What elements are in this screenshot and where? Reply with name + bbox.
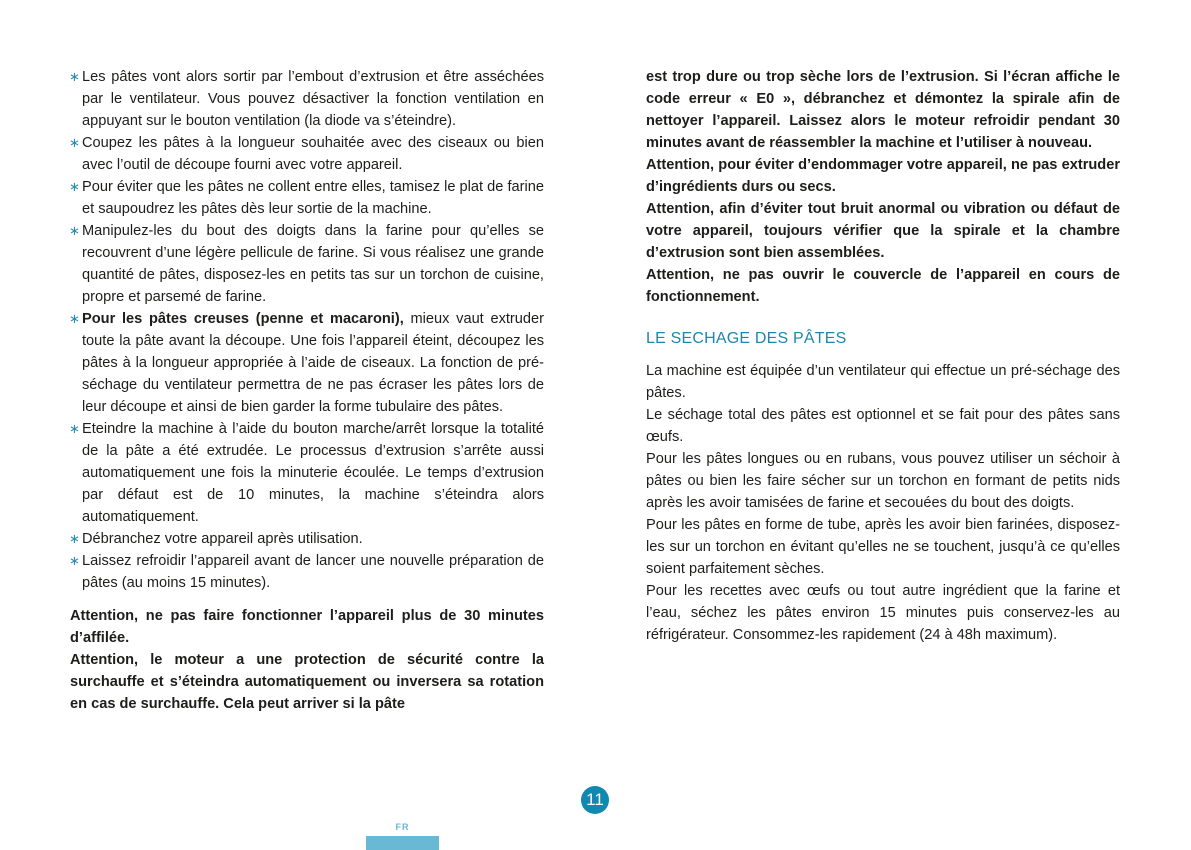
list-item-lead: Pour les pâtes creuses (penne et macaroni), — [82, 311, 404, 327]
language-label: FR — [395, 822, 410, 832]
list-item-text: Coupez les pâtes à la longueur souhaitée avec des ciseaux ou bien avec l’outil de découpe fourni avec votre appareil. — [82, 135, 544, 173]
list-item — [70, 66, 544, 132]
list-item-text: Eteindre la machine à l’aide du bouton marche/arrêt lorsque la totalité de la pâte a été extrudée. Le processus d’extrusion s’arrête aussi automatiquement une fois la minuterie écoulée. Le temps d’extrusion par défaut est de 10 minutes, la machine s’éteindra alors automatiquement. — [82, 421, 544, 525]
list-item — [70, 132, 544, 176]
list-item-text: Les pâtes vont alors sortir par l’embout d’extrusion et être asséchées par le ventilateur. Vous pouvez désactiver la fonction ventilation en appuyant sur le bouton ventilation (la diode va s’éteindre). — [82, 69, 544, 129]
list-item — [70, 418, 544, 528]
asterisk-bullet-icon: ∗ — [69, 223, 80, 238]
warning-text: est trop dure ou trop sèche lors de l’extrusion. Si l’écran affiche le code erreur « E0 », débranchez et démontez la spirale afin de nettoyer l’appareil. Laissez alors le moteur refroidir pendant 30 minutes avant de réassembler la machine et l’utiliser à nouveau. — [646, 69, 1120, 151]
section-title: LE SECHAGE DES PÂTES — [646, 330, 847, 347]
paragraph: La machine est équipée d’un ventilateur qui effectue un pré-séchage des pâtes. — [646, 363, 1120, 401]
warning-text: Attention, ne pas faire fonctionner l’appareil plus de 30 minutes d’affilée. — [70, 608, 544, 646]
paragraph: Pour les pâtes longues ou en rubans, vous pouvez utiliser un séchoir à pâtes ou bien les faire sécher sur un torchon en formant de petits nids après les avoir tamisées de farine et secouées du bout des doigts. — [646, 451, 1120, 511]
paragraph: Pour les recettes avec œufs ou tout autre ingrédient que la farine et l’eau, séchez les pâtes environ 15 minutes puis conservez-les au réfrigérateur. Consommez-les rapidement (24 à 48h maximum). — [646, 583, 1120, 643]
asterisk-bullet-icon: ∗ — [69, 135, 80, 150]
paragraph: Pour les pâtes en forme de tube, après les avoir bien farinées, disposez-les sur un torchon en évitant qu’elles ne se touchent, jusqu’à ce qu’elles soient parfaitement sèches. — [646, 517, 1120, 577]
asterisk-bullet-icon: ∗ — [69, 553, 80, 568]
list-item — [70, 220, 544, 308]
asterisk-bullet-icon: ∗ — [69, 69, 80, 84]
warning-block — [70, 605, 544, 715]
list-item-text: Manipulez-les du bout des doigts dans la farine pour qu’elles se recouvrent d’une légère pellicule de farine. Si vous réalisez une grande quantité de pâtes, disposez-les en petits tas sur un torchon de cuisine, propre et parsemé de farine. — [82, 223, 544, 305]
list-item-text: Pour éviter que les pâtes ne collent entre elles, tamisez le plat de farine et saupoudrez les pâtes dès leur sortie de la machine. — [82, 179, 544, 217]
list-item-text: Débranchez votre appareil après utilisation. — [82, 531, 363, 547]
asterisk-bullet-icon: ∗ — [69, 421, 80, 436]
right-column — [646, 66, 1120, 646]
list-item — [70, 528, 544, 550]
asterisk-bullet-icon: ∗ — [69, 179, 80, 194]
warning-text: Attention, pour éviter d’endommager votre appareil, ne pas extruder d’ingrédients durs ou secs. — [646, 157, 1120, 195]
language-tab — [366, 836, 439, 850]
warning-text: Attention, le moteur a une protection de sécurité contre la surchauffe et s’éteindra automatiquement ou inversera sa rotation en cas de surchauffe. Cela peut arriver si la pâte — [70, 652, 544, 712]
warning-text: Attention, afin d’éviter tout bruit anormal ou vibration ou défaut de votre appareil, toujours vérifier que la spirale et la chambre d’extrusion sont bien assemblées. — [646, 201, 1120, 261]
list-item — [70, 176, 544, 220]
warning-text: Attention, ne pas ouvrir le couvercle de l’appareil en cours de fonctionnement. — [646, 267, 1120, 305]
paragraph: Le séchage total des pâtes est optionnel et se fait pour des pâtes sans œufs. — [646, 407, 1120, 445]
list-item — [70, 550, 544, 594]
instruction-list — [70, 66, 544, 594]
asterisk-bullet-icon: ∗ — [69, 311, 80, 326]
list-item — [70, 308, 544, 418]
list-item-text: mieux vaut extruder toute la pâte avant la découpe. Une fois l’appareil éteint, découpez les pâtes à la longueur appropriée à l’aide de ciseaux. La fonction de pré-séchage du ventilateur permettra de ne pas écraser les pâtes lors de leur découpe et ainsi de bien garder la forme tubulaire des pâtes. — [82, 311, 544, 415]
page-number-badge: 11 — [581, 786, 609, 814]
list-item-text: Laissez refroidir l’appareil avant de lancer une nouvelle préparation de pâtes (au moins 15 minutes). — [82, 553, 544, 591]
asterisk-bullet-icon: ∗ — [69, 531, 80, 546]
left-column — [70, 66, 544, 715]
